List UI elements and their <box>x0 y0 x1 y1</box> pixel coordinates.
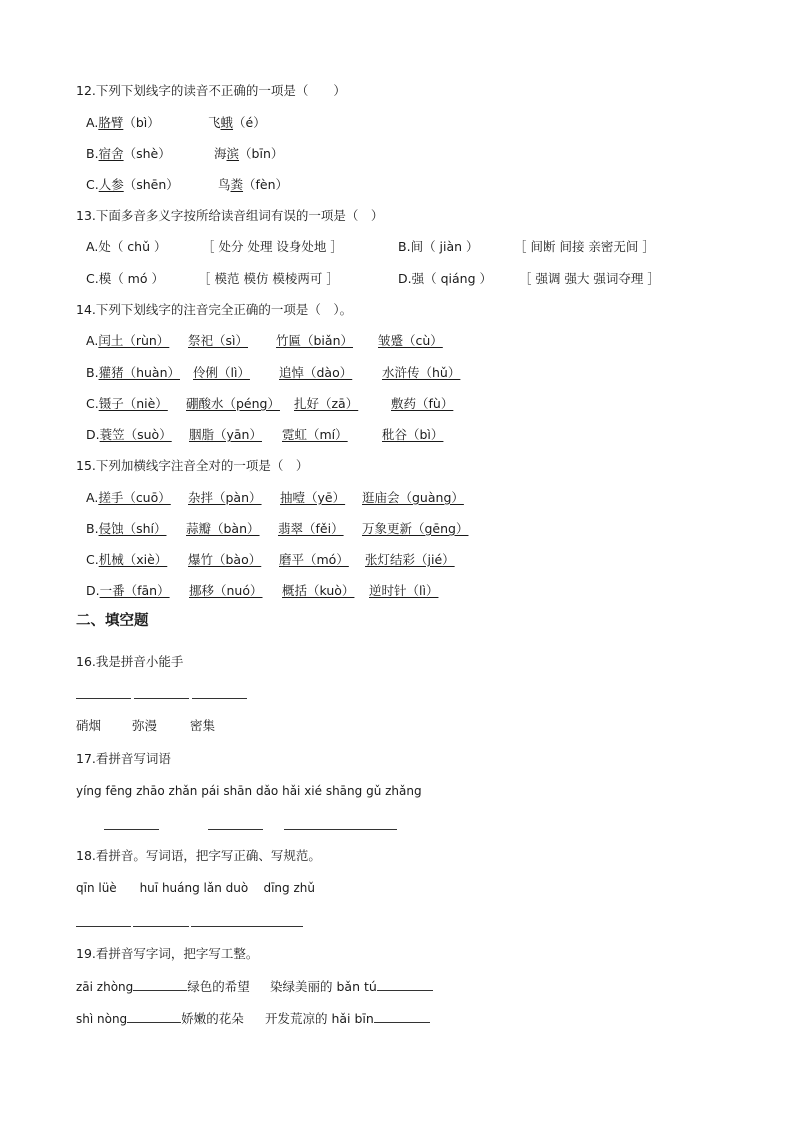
option-item: 张灯结彩（jié） <box>365 552 455 567</box>
option-label: B. <box>398 239 411 254</box>
section-heading: 二、填空题 <box>76 613 149 629</box>
option-item: 逆时针（lì） <box>369 583 439 598</box>
word: 飞 <box>208 115 221 130</box>
q13-option-a <box>86 238 343 256</box>
option-item: 皱蹙（cù） <box>378 333 443 348</box>
option-item: 万象更新（gēng） <box>362 521 469 536</box>
answer-blank[interactable] <box>284 816 340 830</box>
word: 鸟 <box>218 177 231 192</box>
q14-option-a <box>86 332 443 350</box>
q14-option-c <box>86 395 454 413</box>
q12-stem: 12.下列下划线字的读音不正确的一项是（ ） <box>76 83 346 98</box>
option-item: 扎好（zā） <box>294 396 359 411</box>
word: 弥漫 <box>132 718 158 733</box>
q14-stem: 14.下列下划线字的注音完全正确的一项是（ ）。 <box>76 302 353 317</box>
q14-option-b <box>86 364 461 382</box>
answer-blank[interactable] <box>192 685 247 699</box>
q16-blanks <box>76 685 247 704</box>
q13-option-b <box>398 238 655 256</box>
pinyin: shì nòng <box>76 1012 128 1026</box>
answer-blank[interactable] <box>76 913 131 927</box>
q18-pinyin: qīn lüè huī huáng lǎn duò dīng zhǔ <box>76 881 315 895</box>
option-item: 蓑笠（suò） <box>99 427 172 442</box>
option-item: 杂拌（pàn） <box>188 490 262 505</box>
option-item: 抽噎（yē） <box>280 490 346 505</box>
option-item: 翡翠（fěi） <box>278 521 344 536</box>
answer-blank[interactable] <box>374 1009 430 1023</box>
q19-row-1 <box>76 977 377 996</box>
q16-words <box>76 717 216 735</box>
word: 硝烟 <box>76 718 102 733</box>
option-text: 模（ mó ） <box>98 271 164 286</box>
word: 蛾 <box>220 115 234 130</box>
option-label: C. <box>86 552 99 567</box>
word-group <box>214 145 283 163</box>
answer-blank[interactable] <box>340 816 397 830</box>
pinyin: （bīn） <box>239 146 284 161</box>
option-item: 搓手（cuō） <box>98 490 171 505</box>
q15-stem: 15.下列加横线字注音全对的一项是（ ） <box>76 458 309 473</box>
option-label: B. <box>86 365 99 380</box>
word: 密集 <box>190 718 216 733</box>
q12-option-a <box>86 114 266 132</box>
q13-option-d <box>398 270 660 288</box>
phrase: 开发荒凉的 hǎi bīn <box>265 1011 374 1026</box>
option-item: 獾猪（huàn） <box>98 365 180 380</box>
option-item: 祭祀（sì） <box>188 333 248 348</box>
option-item: 竹匾（biǎn） <box>276 333 353 348</box>
answer-blank[interactable] <box>104 816 159 830</box>
option-label: A. <box>86 333 99 348</box>
option-item: 闰土（rùn） <box>98 333 170 348</box>
q16-stem: 16.我是拼音小能手 <box>76 654 184 669</box>
answer-blank[interactable] <box>247 913 303 927</box>
option-item: 胭脂（yān） <box>189 427 262 442</box>
word-group <box>208 114 266 132</box>
option-item: 挪移（nuó） <box>189 583 263 598</box>
option-words: ［ 间断 间接 亲密无间 ］ <box>514 239 655 254</box>
option-item: 镊子（niè） <box>98 396 168 411</box>
word: 海 <box>214 146 227 161</box>
option-words: ［ 模范 模仿 模棱两可 ］ <box>198 271 339 286</box>
option-words: ［ 处分 处理 设身处地 ］ <box>202 239 343 254</box>
option-item: 追悼（dào） <box>279 365 353 380</box>
option-label: D. <box>398 271 412 286</box>
answer-blank[interactable] <box>127 1009 181 1023</box>
q12-option-c <box>86 176 289 194</box>
q18-blanks <box>76 913 303 932</box>
option-item: 水浒传（hǔ） <box>382 365 461 380</box>
answer-blank[interactable] <box>76 685 131 699</box>
q15-option-c <box>86 551 455 569</box>
option-label: D. <box>86 583 100 598</box>
q13-option-c <box>86 270 339 288</box>
pinyin: （bì） <box>123 115 160 130</box>
option-text: 处（ chǔ ） <box>98 239 167 254</box>
option-label: A. <box>86 239 99 254</box>
pinyin: zāi zhòng <box>76 980 134 994</box>
word-group <box>218 176 288 194</box>
word: 滨 <box>226 146 240 161</box>
q17-pinyin: yíng fēng zhāo zhǎn pái shān dǎo hǎi xié shāng gǔ zhǎng <box>76 784 422 798</box>
q15-option-b <box>86 520 469 538</box>
option-item: 蒜瓣（bàn） <box>186 521 260 536</box>
option-item: 秕谷（bì） <box>382 427 444 442</box>
pinyin: （é） <box>233 115 266 130</box>
option-item: 磨平（mó） <box>279 552 349 567</box>
option-item: 概括（kuò） <box>282 583 355 598</box>
q17-stem: 17.看拼音写词语 <box>76 751 171 766</box>
option-item: 霓虹（mí） <box>282 427 348 442</box>
q17-blanks <box>104 816 159 835</box>
word: 宿舍 <box>98 146 124 161</box>
pinyin: （shè） <box>123 146 171 161</box>
word: 人参 <box>98 177 124 192</box>
option-label: C. <box>86 177 99 192</box>
q15-option-d <box>86 582 439 600</box>
option-item: 硼酸水（péng） <box>186 396 280 411</box>
option-item: 一番（fān） <box>99 583 170 598</box>
option-label: D. <box>86 427 100 442</box>
q19-stem: 19.看拼音写字词，把字写工整。 <box>76 946 259 961</box>
option-label: C. <box>86 396 99 411</box>
q13-stem: 13.下面多音多义字按所给读音组词有误的一项是（ ） <box>76 208 384 223</box>
option-text: 间（ jiàn ） <box>410 239 479 254</box>
option-words: ［ 强调 强大 强词夺理 ］ <box>519 271 660 286</box>
pinyin: （shēn） <box>123 177 179 192</box>
option-item: 爆竹（bào） <box>188 552 262 567</box>
phrase: 绿色的希望 <box>187 979 250 994</box>
answer-blank[interactable] <box>377 977 433 991</box>
q18-stem: 18.看拼音。写词语，把字写正确、写规范。 <box>76 848 321 863</box>
option-label: C. <box>86 271 99 286</box>
phrase: 染绿美丽的 bǎn tú <box>270 979 377 994</box>
q14-option-d <box>86 426 444 444</box>
pinyin: （fèn） <box>243 177 289 192</box>
q12-option-b <box>86 145 284 163</box>
answer-blank[interactable] <box>133 913 189 927</box>
option-item: 敷药（fù） <box>391 396 454 411</box>
option-label: A. <box>86 115 99 130</box>
answer-blank[interactable] <box>134 685 189 699</box>
q19-row-2 <box>76 1009 374 1028</box>
option-item: 侵蚀（shí） <box>98 521 167 536</box>
answer-blank[interactable] <box>133 977 187 991</box>
option-item: 机械（xiè） <box>98 552 168 567</box>
option-item: 逛庙会（guàng） <box>362 490 464 505</box>
answer-blank[interactable] <box>191 913 247 927</box>
answer-blank[interactable] <box>208 816 263 830</box>
phrase: 娇嫩的花朵 <box>181 1011 244 1026</box>
option-label: B. <box>86 521 99 536</box>
option-label: B. <box>86 146 99 161</box>
option-label: A. <box>86 490 99 505</box>
q15-option-a <box>86 489 464 507</box>
word: 粪 <box>230 177 244 192</box>
option-text: 强（ qiáng ） <box>411 271 492 286</box>
option-item: 伶俐（lì） <box>193 365 250 380</box>
word: 胳臂 <box>98 115 124 130</box>
